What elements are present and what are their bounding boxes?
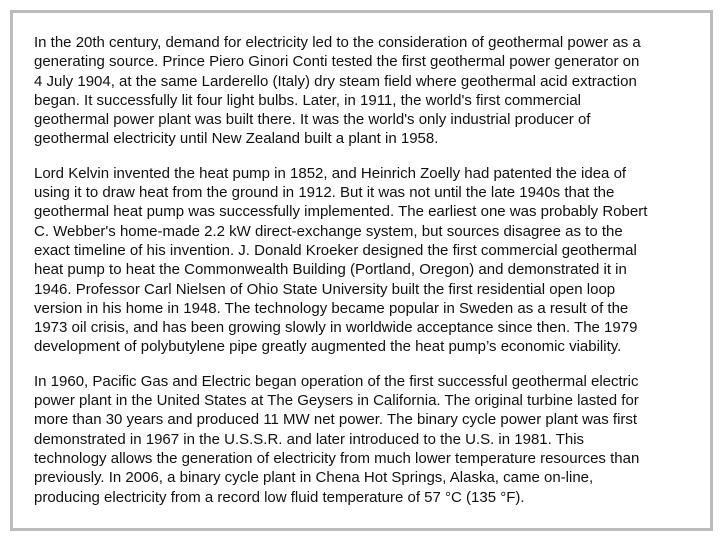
text-line: exact timeline of his invention. J. Donald Kroeker designed the first commercial geothermal <box>34 241 637 259</box>
text-line: geothermal heat pump was successfully implemented. The earliest one was probably Robert <box>34 203 648 221</box>
text-line: began. It successfully lit four light bulbs. Later, in 1911, the world's first commercial <box>34 91 582 109</box>
text-line: In the 20th century, demand for electricity led to the consideration of geothermal power as a <box>34 34 641 51</box>
text-line: geothermal power plant was built there. It was the world's only industrial producer of <box>34 111 591 129</box>
text-line: demonstrated in 1967 in the U.S.S.R. and later introduced to the U.S. in 1981. This <box>34 430 585 448</box>
paragraph <box>34 164 647 357</box>
text-line: more than 30 years and produced 11 MW net power. The binary cycle power plant was first <box>34 411 638 429</box>
text-line: 1946. Professor Carl Nielsen of Ohio State University built the first residential open loop <box>34 280 616 298</box>
document-body <box>34 33 647 522</box>
text-line: Lord Kelvin invented the heat pump in 1852, and Heinrich Zoelly had patented the idea of <box>34 164 627 182</box>
text-line: producing electricity from a record low fluid temperature of 57 °C (135 °F). <box>34 488 525 506</box>
text-line: previously. In 2006, a binary cycle plant in Chena Hot Springs, Alaska, came on-line, <box>34 469 594 487</box>
text-line: heat pump to heat the Commonwealth Building (Portland, Oregon) and demonstrated it in <box>34 261 627 279</box>
text-line: generating source. Prince Piero Ginori Conti tested the first geothermal power generator on <box>34 53 640 71</box>
paragraph <box>34 372 647 507</box>
text-line: 4 July 1904, at the same Larderello (Italy) dry steam field where geothermal acid extraction <box>34 72 637 90</box>
text-line: development of polybutylene pipe greatly augmented the heat pump’s economic viability. <box>34 338 622 356</box>
text-line: version in his home in 1948. The technology became popular in Sweden as a result of the <box>34 299 629 317</box>
text-line: technology allows the generation of electricity from much lower temperature resources than <box>34 449 640 467</box>
text-line: In 1960, Pacific Gas and Electric began operation of the first successful geothermal electric <box>34 372 639 390</box>
text-line: geothermal electricity until New Zealand built a plant in 1958. <box>34 130 439 148</box>
paragraph <box>34 33 647 149</box>
text-line: 1973 oil crisis, and has been growing slowly in worldwide acceptance since then. The 1979 <box>34 319 638 337</box>
text-line: using it to draw heat from the ground in 1912. But it was not until the late 1940s that the <box>34 184 615 202</box>
text-line: C. Webber's home-made 2.2 kW direct-exchange system, but sources disagree as to the <box>34 222 623 240</box>
document-frame <box>10 10 713 531</box>
text-line: power plant in the United States at The Geysers in California. The original turbine lasted for <box>34 392 639 410</box>
